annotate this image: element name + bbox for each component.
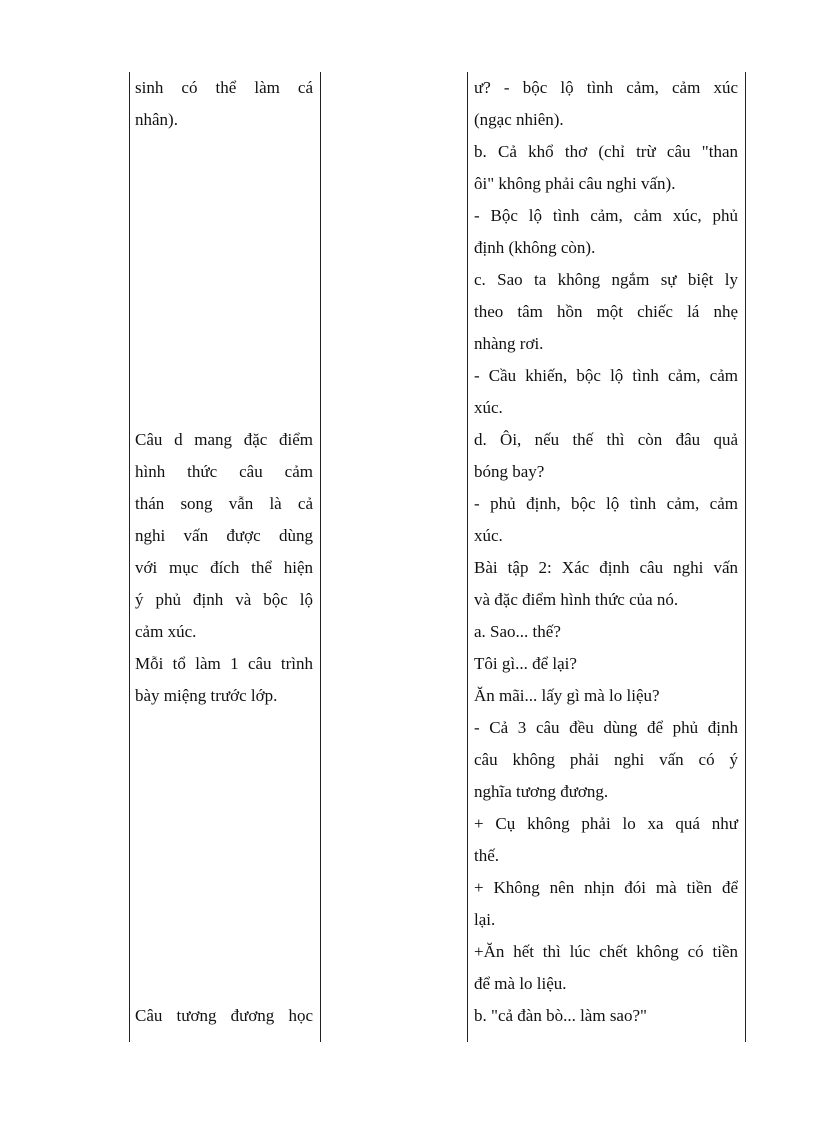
left-column-line: bày miệng trước lớp. <box>135 686 278 705</box>
right-column-line: + Cụ không phải lo xa quá như <box>474 814 738 833</box>
right-column-line: lại. <box>474 910 496 929</box>
right-column-text <box>474 72 738 1032</box>
left-column-line <box>135 776 313 808</box>
left-column-line: Câu d mang đặc điểm <box>135 430 313 449</box>
right-column-line: Tôi gì... để lại? <box>474 654 577 673</box>
right-column-line: câu không phải nghi vấn có ý <box>474 750 738 769</box>
right-column-line: Ăn mãi... lấy gì mà lo liệu? <box>474 686 660 705</box>
right-column-line: xúc. <box>474 398 503 417</box>
left-column-line <box>135 872 313 904</box>
left-column-line <box>135 904 313 936</box>
right-column-line: d. Ôi, nếu thế thì còn đâu quả <box>474 430 738 449</box>
left-column-line <box>135 200 313 232</box>
left-column-line <box>135 968 313 1000</box>
left-column-line <box>135 808 313 840</box>
left-column-line: thán song vẫn là cả <box>135 494 313 513</box>
right-column-line: nghĩa tương đương. <box>474 782 609 801</box>
left-column-line: cảm xúc. <box>135 622 197 641</box>
right-column-line: thế. <box>474 846 500 865</box>
right-column-line: - Cầu khiến, bộc lộ tình cảm, cảm <box>474 366 738 385</box>
left-column-line: ý phủ định và bộc lộ <box>135 590 313 609</box>
right-column-line: nhàng rơi. <box>474 334 544 353</box>
right-column-line: theo tâm hồn một chiếc lá nhẹ <box>474 302 738 321</box>
left-column-line: với mục đích thể hiện <box>135 558 313 577</box>
right-column-line: ôi" không phải câu nghi vấn). <box>474 174 676 193</box>
left-column-line: Mỗi tổ làm 1 câu trình <box>135 654 313 673</box>
right-column-line: - Cả 3 câu đều dùng để phủ định <box>474 718 738 737</box>
left-column-line <box>135 840 313 872</box>
left-column-line <box>135 392 313 424</box>
left-column-line: sinh có thể làm cá <box>135 78 313 97</box>
table-border-middle-2 <box>467 72 468 1042</box>
left-column-line <box>135 360 313 392</box>
left-column-text <box>135 72 313 1032</box>
left-column-line <box>135 712 313 744</box>
right-column-line: - phủ định, bộc lộ tình cảm, cảm <box>474 494 738 513</box>
left-column-line <box>135 168 313 200</box>
left-column-line <box>135 328 313 360</box>
left-column-line <box>135 296 313 328</box>
right-column-line: và đặc điểm hình thức của nó. <box>474 590 679 609</box>
left-column-line: Câu tương đương học <box>135 1006 313 1025</box>
left-column-line <box>135 936 313 968</box>
right-column-line: + Không nên nhịn đói mà tiền để <box>474 878 738 897</box>
right-column-line: Bài tập 2: Xác định câu nghi vấn <box>474 558 738 577</box>
left-column-line <box>135 744 313 776</box>
right-column-line: để mà lo liệu. <box>474 974 567 993</box>
left-column-line: nghi vấn được dùng <box>135 526 313 545</box>
table-border-left <box>129 72 130 1042</box>
right-column-line: b. "cả đàn bò... làm sao?" <box>474 1006 647 1025</box>
left-column-line: hình thức câu cảm <box>135 462 313 481</box>
left-column-line <box>135 232 313 264</box>
left-column-line <box>135 264 313 296</box>
right-column-line: c. Sao ta không ngắm sự biệt ly <box>474 270 738 289</box>
table-border-right <box>745 72 746 1042</box>
right-column-line: ư? - bộc lộ tình cảm, cảm xúc <box>474 78 738 97</box>
right-column-line: b. Cả khổ thơ (chỉ trừ câu "than <box>474 142 738 161</box>
right-column-line: a. Sao... thế? <box>474 622 561 641</box>
table-border-middle-1 <box>320 72 321 1042</box>
right-column-line: +Ăn hết thì lúc chết không có tiền <box>474 942 738 961</box>
left-column-line <box>135 136 313 168</box>
right-column-line: định (không còn). <box>474 238 596 257</box>
left-column-line: nhân). <box>135 110 178 129</box>
right-column-line: xúc. <box>474 526 503 545</box>
right-column-line: - Bộc lộ tình cảm, cảm xúc, phủ <box>474 206 738 225</box>
right-column-line: (ngạc nhiên). <box>474 110 564 129</box>
right-column-line: bóng bay? <box>474 462 545 481</box>
